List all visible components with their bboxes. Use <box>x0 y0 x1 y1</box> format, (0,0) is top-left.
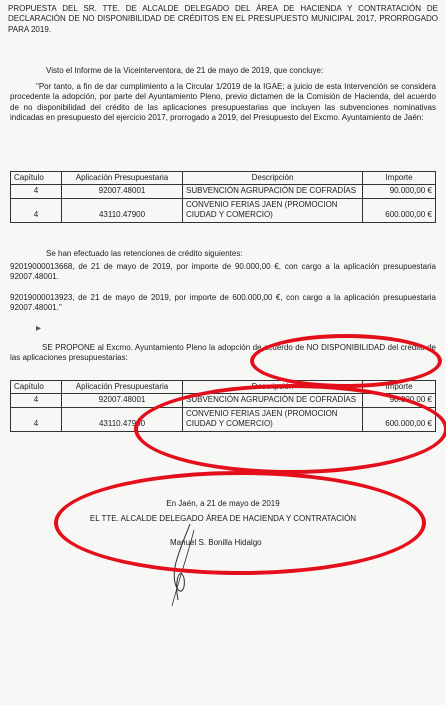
cell-descripcion: CONVENIO FERIAS JAEN (PROMOCION CIUDAD Y COMERCIO) <box>183 407 363 431</box>
document-title: PROPUESTA DEL SR. TTE. DE ALCALDE DELEGADO DEL ÁREA DE HACIENDA Y CONTRATACIÓN DE DECLARACIÓN DE NO DISPONIBILIDAD DE CRÉDITOS EN EL PRESUPUESTO MUNICIPAL 2017, PRORROGADO PARA 2019. <box>8 4 438 34</box>
header-aplicacion: Aplicación Presupuestaria <box>62 381 183 394</box>
quoted-report <box>10 82 436 124</box>
cell-aplicacion: 92007.48001 <box>62 394 183 407</box>
header-importe: Importe <box>363 381 436 394</box>
red-annotation-oval <box>54 471 426 575</box>
intro-paragraph: Visto el Informe de la Viceinterventora, de 21 de mayo de 2019, que concluye: <box>46 66 324 75</box>
header-capitulo: Capítulo <box>11 172 62 185</box>
cell-importe: 600.000,00 € <box>363 198 436 222</box>
header-descripcion: Descripción <box>183 172 363 185</box>
cell-capitulo: 4 <box>11 198 62 222</box>
cell-descripcion: SUBVENCIÓN AGRUPACIÓN DE COFRADÍAS <box>183 185 363 198</box>
table-header-row <box>11 172 436 185</box>
header-descripcion: Descripción <box>183 381 363 394</box>
quoted-report-text: "Por tanto, a fin de dar cumplimiento a la Circular 1/2019 de la IGAE; a juicio de esta Intervención se considera procedente la adopción, por parte del Ayuntamiento Pleno, previo dictamen de la Comisión de Hacienda, del acuerdo de no disponibilidad del crédito de las aplicaciones presupuestarias que incluyen las subvenciones nominativas indicadas en presupuesto del ejercicio 2017, prorrogado a 2019, del Presupuesto del Excmo. Ayuntamiento de Jaén: <box>10 82 436 123</box>
table-row <box>11 198 436 222</box>
cell-aplicacion: 43110.47900 <box>62 407 183 431</box>
cell-capitulo: 4 <box>11 407 62 431</box>
signature-role: EL TTE. ALCALDE DELEGADO ÁREA DE HACIENDA Y CONTRATACIÓN <box>89 514 357 523</box>
cell-descripcion: CONVENIO FERIAS JAEN (PROMOCION CIUDAD Y COMERCIO) <box>183 198 363 222</box>
signature-place-date: En Jaén, a 21 de mayo de 2019 <box>166 499 280 508</box>
header-capitulo: Capítulo <box>11 381 62 394</box>
proposal-text: SE PROPONE al Excmo. Ayuntamiento Pleno la adopción de acuerdo de NO DISPONIBILIDAD del crédito de las aplicaciones presupuestarias: <box>10 343 436 363</box>
cell-aplicacion: 43110.47900 <box>62 198 183 222</box>
credits-table-1 <box>10 171 436 223</box>
cell-importe: 90.000,00 € <box>363 394 436 407</box>
cell-capitulo: 4 <box>11 394 62 407</box>
table-row <box>11 185 436 198</box>
cell-importe: 90.000,00 € <box>363 185 436 198</box>
header-importe: Importe <box>363 172 436 185</box>
cell-aplicacion: 92007.48001 <box>62 185 183 198</box>
retencion-item-2: 92019000013923, de 21 de mayo de 2019, por importe de 600.000,00 €, con cargo a la aplicación presupuestaria 92007.48001." <box>10 293 436 313</box>
cell-descripcion: SUBVENCIÓN AGRUPACIÓN DE COFRADÍAS <box>183 394 363 407</box>
retenciones-intro: Se han efectuado las retenciones de crédito siguientes: <box>46 249 243 258</box>
red-annotation-oval <box>134 384 446 474</box>
cursor-mark-icon: ▸ <box>36 323 42 334</box>
cell-capitulo: 4 <box>11 185 62 198</box>
retencion-item-1: 92019000013668, de 21 de mayo de 2019, por importe de 90.000,00 €, con cargo a la aplicación presupuestaria 92007.48001. <box>10 262 436 282</box>
cell-importe: 600.000,00 € <box>363 407 436 431</box>
red-annotation-oval <box>250 334 442 388</box>
header-aplicacion: Aplicación Presupuestaria <box>62 172 183 185</box>
signature-name: Manuel S. Bonilla Hidalgo <box>170 538 262 547</box>
